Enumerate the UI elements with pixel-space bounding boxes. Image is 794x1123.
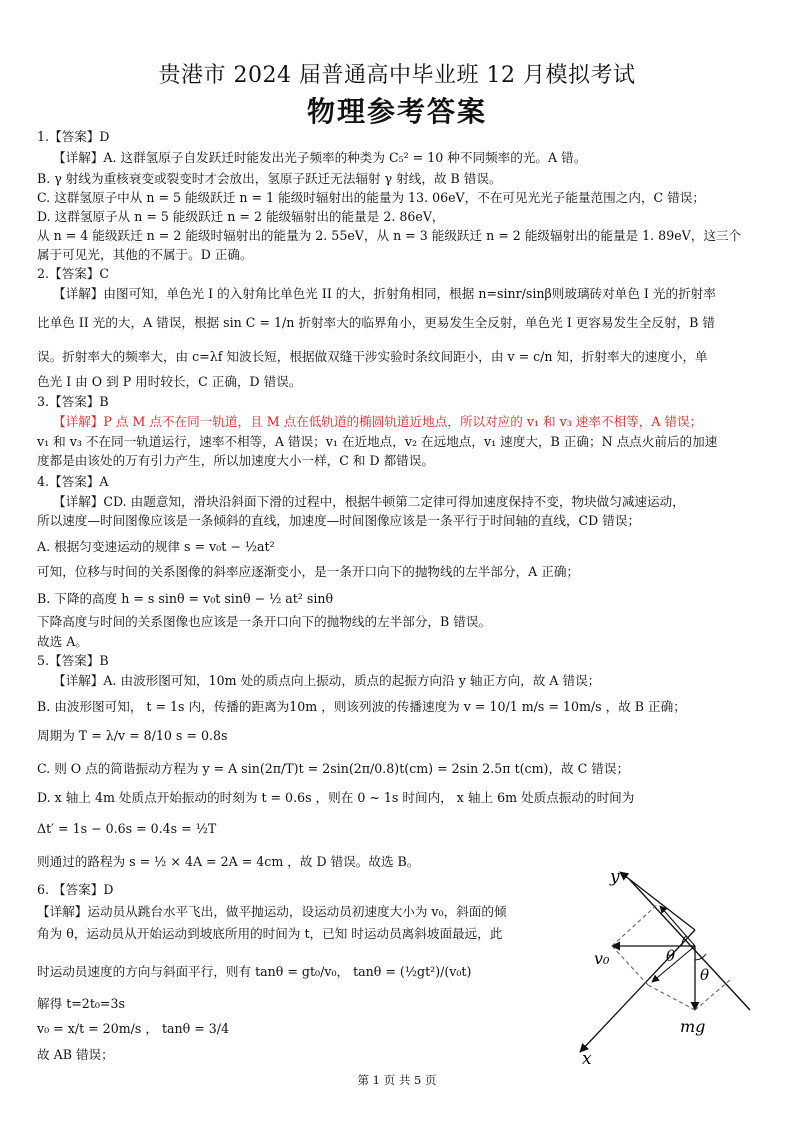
y-axis <box>620 872 695 930</box>
q5-detail-d: D. x 轴上 4m 处质点开始振动的时刻为 t = 0.6s ，则在 0 ~ 1s 时间内， x 轴上 6m 处质点振动的时间为 <box>37 790 635 805</box>
dash-1 <box>612 902 660 946</box>
q4-detail-b: B. 下降的高度 h = s sinθ = v₀t sinθ − ½ at² sinθ <box>37 591 334 606</box>
q1-answer: 1.【答案】D <box>37 129 110 144</box>
q4-detail-2: 所以速度—时间图像应该是一条倾斜的直线，加速度—时间图像应该是一条平行于时间轴的直线，CD 错误； <box>37 513 641 528</box>
q2-detail-3: 误。折射率大的频率大，由 c=λf 知波长短，根据做双缝干涉实验时条纹间距小，由 v = c/n 知，折射率大的速度小，单 <box>37 349 708 364</box>
q5-detail-d3: 则通过的路程为 s = ½ × 4A = 2A = 4cm ，故 D 错误。故选 B。 <box>37 854 420 869</box>
q2-detail-1: 【详解】由图可知，单色光 I 的入射角比单色光 II 的大，折射角相同，根据 n=sinr/sinβ则玻璃砖对单色 I 光的折射率 <box>53 286 716 301</box>
q3-detail-2: v₁ 和 v₃ 不在同一轨道运行，速率不相等，A 错误；v₁ 在近地点，v₂ 在远地点，v₁ 速度大，B 正确；N 点点火前后的加速 <box>37 434 718 449</box>
page-subtitle: 物理参考答案 <box>306 95 487 128</box>
label-mg: mg <box>680 1017 706 1036</box>
q1-detail-c: C. 这群氢原子中从 n = 5 能级跃迁 n = 1 能级时辐射出的能量为 13. 06eV，不在可见光光子能量范围之内，C 错误； <box>37 190 705 205</box>
q5-detail-b: B. 由波形图可知， t = 1s 内，传播的距离为10m ，则该列波的传播速度为 v = 10/1 m/s = 10m/s ，故 B 正确； <box>37 699 686 714</box>
incline-line <box>630 880 750 1010</box>
dash-4 <box>695 980 730 1010</box>
q1-detail-d2: 从 n = 4 能级跃迁 n = 2 能级时辐射出的能量为 2. 55eV，从 n = 3 能级跃迁 n = 2 能级辐射出的能量是 1. 89eV，这三个 <box>37 228 742 243</box>
q5-detail-a: 【详解】A. 由波形图可知，10m 处的质点向上振动，质点的起振方向沿 y 轴正方向，故 A 错误； <box>53 673 601 688</box>
label-y: y <box>610 867 620 887</box>
q6-values: v₀ = x/t = 20m/s ， tanθ = 3/4 <box>37 1021 230 1036</box>
q4-conclusion: 故选 A。 <box>37 634 88 649</box>
exam-title: 贵港市 2024 届普通高中毕业班 12 月模拟考试 <box>158 63 636 88</box>
q2-detail-2: 比单色 II 光的大，A 错误，根据 sin C = 1/n 折射率大的临界角小，更易发生全反射，单色光 I 更容易发生全反射，B 错 <box>37 315 715 330</box>
dash-3 <box>648 985 695 1010</box>
label-v0: v₀ <box>594 949 610 968</box>
q3-detail-3: 度都是由该处的万有引力产生，所以加速度大小一样，C 和 D 都错误。 <box>37 453 434 468</box>
q3-detail-1: 【详解】P 点 M 点不在同一轨道，且 M 点在低轨道的椭圆轨道近地点，所以对应的 v₁ 和 v₃ 速率不相等，A 错误； <box>53 414 703 429</box>
label-theta-1: θ <box>666 947 676 965</box>
dash-2 <box>612 946 648 985</box>
q6-detail-2: 角为 θ，运动员从开始运动到坡底所用的时间为 t，已知 时运动员离斜坡面最远，此 <box>37 926 503 941</box>
force-diagram <box>560 860 760 1070</box>
q1-detail-d: D. 这群氢原子从 n = 5 能级跃迁 n = 2 能级辐射出的能量是 2. 86eV， <box>37 209 445 224</box>
q1-detail-d3: 属于可见光，其他的不属于。D 正确。 <box>37 247 253 262</box>
q4-detail-a: A. 根据匀变速运动的规律 s = v₀t − ½at² <box>37 539 275 554</box>
q6-detail-1: 【详解】运动员从跳台水平飞出，做平抛运动，设运动员初速度大小为 v₀，斜面的倾 <box>37 904 507 919</box>
q4-detail-1: 【详解】CD. 由题意知，滑块沿斜面下滑的过程中，根据牛顿第二定律可得加速度保持不变，物块做匀减速运动， <box>53 494 685 509</box>
q5-answer: 5.【答案】B <box>37 653 109 668</box>
q5-detail-d2: Δt′ = 1s − 0.6s = 0.4s = ½T <box>37 821 217 836</box>
label-x: x <box>582 1049 592 1069</box>
q1-detail-b: B. γ 射线为重核衰变或裂变时才会放出，氢原子跃迁无法辐射 γ 射线，故 B 错误。 <box>37 171 502 186</box>
q2-answer: 2.【答案】C <box>37 266 110 281</box>
q4-answer: 4.【答案】A <box>37 474 109 489</box>
q4-detail-a2: 可知，位移与时间的关系图像的斜率应逐渐变小，是一条开口向下的抛物线的左半部分，A 正确； <box>37 564 580 579</box>
q6-conclusion: 故 AB 错误； <box>37 1047 114 1062</box>
q2-detail-4: 色光 I 由 O 到 P 用时较长，C 正确，D 错误。 <box>37 374 302 389</box>
q6-detail-3: 时运动员速度的方向与斜面平行，则有 tanθ = gt₀/v₀， tanθ = (½gt²)/(v₀t) <box>37 964 472 979</box>
q6-solve: 解得 t=2t₀=3s <box>37 996 125 1011</box>
q4-detail-b2: 下降高度与时间的关系图像也应该是一条开口向下的抛物线的左半部分，B 错误。 <box>37 614 492 629</box>
q1-detail-a: 【详解】A. 这群氢原子自发跃迁时能发出光子频率的种类为 C₅² = 10 种不同频率的光。A 错。 <box>53 150 587 165</box>
q5-period: 周期为 T = λ/v = 8/10 s = 0.8s <box>37 728 228 743</box>
page-footer: 第 1 页 共 5 页 <box>357 1073 437 1087</box>
q5-detail-c: C. 则 O 点的简谐振动方程为 y = A sin(2π/T)t = 2sin(2π/0.8)t(cm) = 2sin 2.5π t(cm)，故 C 错误； <box>37 761 630 776</box>
q6-answer: 6. 【答案】D <box>37 882 114 897</box>
q3-answer: 3.【答案】B <box>37 394 109 409</box>
label-theta-2: θ <box>700 966 710 984</box>
